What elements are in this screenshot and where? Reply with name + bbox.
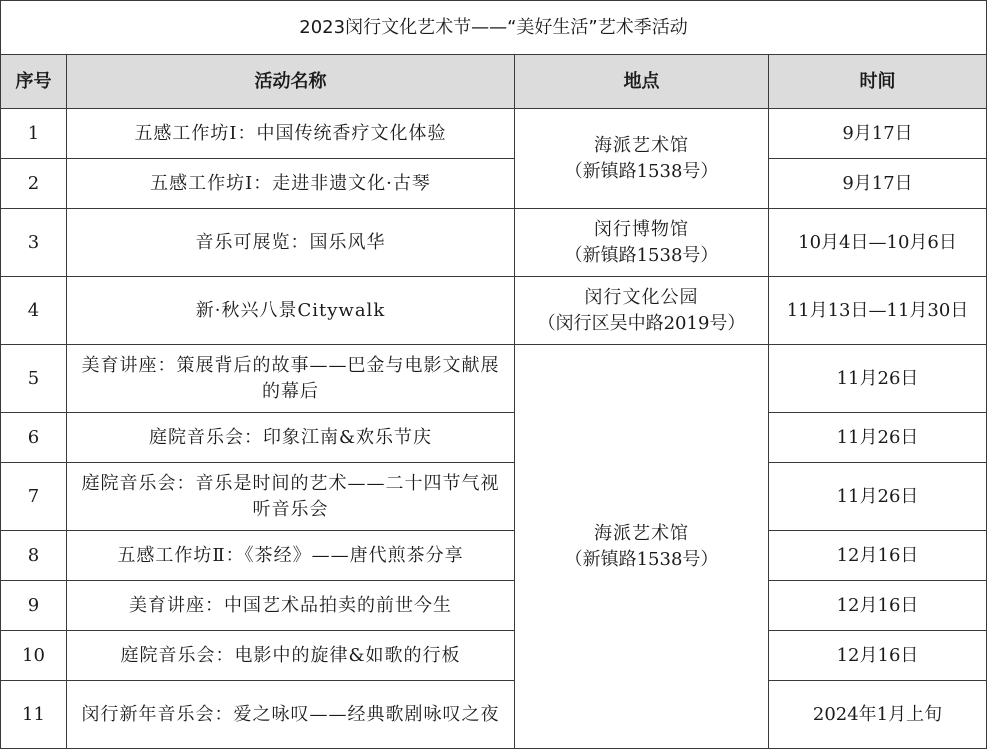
activity-time: 11月26日 [769,463,987,531]
table-row [1,159,987,209]
title-row [1,1,987,55]
header-index: 序号 [1,55,67,109]
activity-time: 9月17日 [769,159,987,209]
row-index: 3 [1,209,67,277]
activity-time: 11月26日 [769,413,987,463]
activity-name: 五感工作坊Ⅰ：中国传统香疗文化体验 [67,109,515,159]
activity-time: 11月13日—11月30日 [769,277,987,345]
activity-name: 音乐可展览：国乐风华 [67,209,515,277]
venue-name: 海派艺术馆 [594,522,689,544]
row-index: 2 [1,159,67,209]
header-venue: 地点 [515,55,769,109]
activity-name: 庭院音乐会：印象江南&欢乐节庆 [67,413,515,463]
header-row [1,55,987,109]
activity-time: 10月4日—10月6日 [769,209,987,277]
activity-name: 庭院音乐会：音乐是时间的艺术——二十四节气视听音乐会 [67,463,515,531]
activity-time: 12月16日 [769,581,987,631]
venue-name: 闵行博物馆 [594,218,689,240]
row-index: 10 [1,631,67,681]
activity-time: 2024年1月上旬 [769,681,987,749]
venue-cell [515,109,769,209]
venue-address: （新镇路1538号） [564,244,719,266]
venue-cell [515,345,769,749]
activity-name: 五感工作坊Ⅱ：《茶经》——唐代煎茶分享 [67,531,515,581]
activity-time: 12月16日 [769,631,987,681]
table-row [1,109,987,159]
table-row [1,681,987,749]
venue-address: （闵行区吴中路2019号） [537,312,746,334]
header-name: 活动名称 [67,55,515,109]
venue-name: 闵行文化公园 [584,286,699,308]
activity-name: 新·秋兴八景Citywalk [67,277,515,345]
venue-name: 海派艺术馆 [594,134,689,156]
activity-name: 闵行新年音乐会：爱之咏叹——经典歌剧咏叹之夜 [67,681,515,749]
row-index: 5 [1,345,67,413]
table-title: 2023闵行文化艺术节——“美好生活”艺术季活动 [1,1,987,55]
row-index: 1 [1,109,67,159]
table-row [1,581,987,631]
row-index: 11 [1,681,67,749]
table-row [1,463,987,531]
header-time: 时间 [769,55,987,109]
venue-cell [515,277,769,345]
row-index: 8 [1,531,67,581]
table-row [1,631,987,681]
row-index: 4 [1,277,67,345]
table-row [1,413,987,463]
venue-address: （新镇路1538号） [564,548,719,570]
activity-name: 美育讲座：策展背后的故事——巴金与电影文献展的幕后 [67,345,515,413]
venue-address: （新镇路1538号） [564,160,719,182]
activity-time: 12月16日 [769,531,987,581]
table-row [1,277,987,345]
table-row [1,209,987,277]
venue-cell [515,209,769,277]
row-index: 6 [1,413,67,463]
activity-time: 9月17日 [769,109,987,159]
activity-name: 美育讲座：中国艺术品拍卖的前世今生 [67,581,515,631]
activity-name: 五感工作坊Ⅰ：走进非遗文化·古琴 [67,159,515,209]
row-index: 7 [1,463,67,531]
activity-name: 庭院音乐会：电影中的旋律&如歌的行板 [67,631,515,681]
table-row [1,345,987,413]
table-row [1,531,987,581]
activity-time: 11月26日 [769,345,987,413]
row-index: 9 [1,581,67,631]
